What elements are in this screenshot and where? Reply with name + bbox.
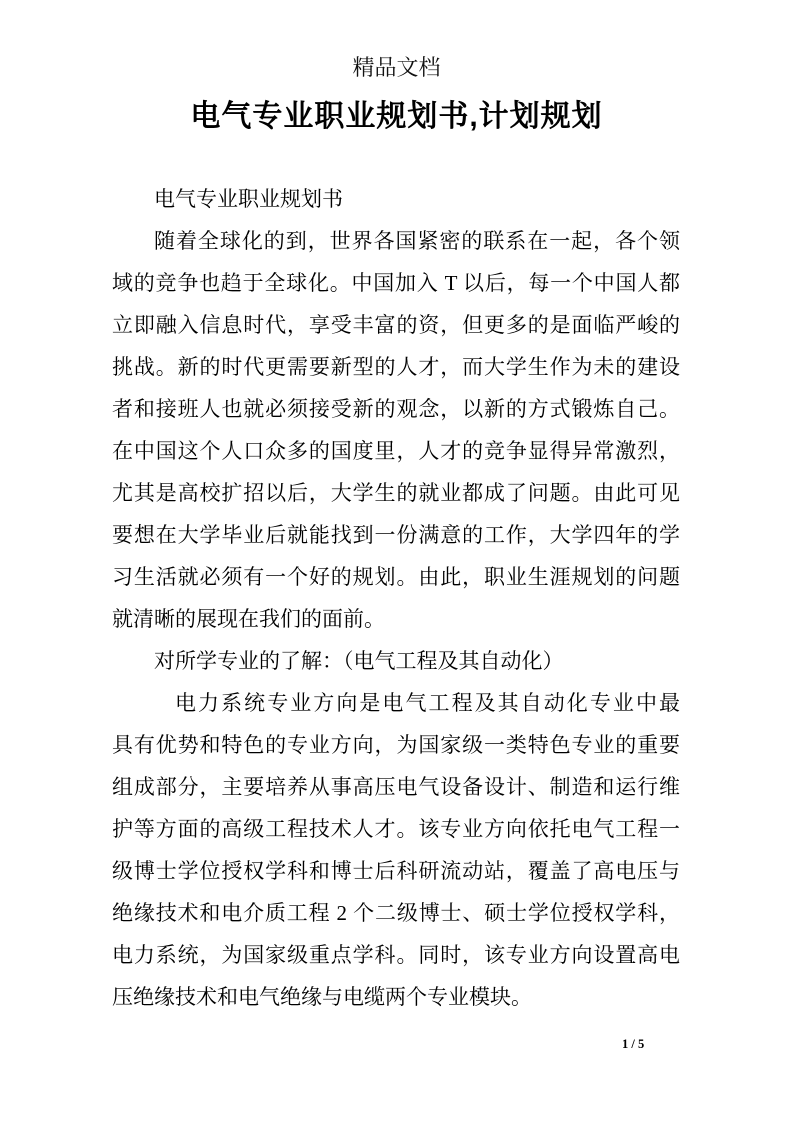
page-header-text: 精品文档	[352, 55, 441, 80]
text-line: 电气专业职业规划书	[154, 187, 343, 211]
document-title: 电气专业职业规划书,计划规划	[190, 100, 603, 133]
paragraph	[112, 178, 680, 220]
paragraph	[112, 682, 680, 1018]
text-line: 尤其是高校扩招以后，大学生的就业都成了问题。由此可见	[112, 481, 680, 505]
text-line: 在中国这个人口众多的国度里，人才的竞争显得异常激烈，	[112, 439, 680, 463]
page-number: 1 / 5	[622, 1037, 645, 1051]
text-line: 电力系统，为国家级重点学科。同时，该专业方向设置高电	[112, 943, 680, 967]
text-line: 挑战。新的时代更需要新型的人才，而大学生作为未的建设	[112, 355, 680, 379]
text-line: 压绝缘技术和电气绝缘与电缆两个专业模块。	[112, 985, 532, 1009]
document-body	[112, 178, 680, 1018]
text-line: 域的竞争也趋于全球化。中国加入 T 以后，每一个中国人都	[112, 271, 680, 295]
text-line: 具有优势和特色的专业方向，为国家级一类特色专业的重要	[112, 733, 680, 757]
text-line: 绝缘技术和电介质工程 2 个二级博士、硕士学位授权学科，	[112, 901, 680, 925]
paragraph	[112, 640, 680, 682]
text-line: 习生活就必须有一个好的规划。由此，职业生涯规划的问题	[112, 565, 680, 589]
text-line: 级博士学位授权学科和博士后科研流动站，覆盖了高电压与	[112, 859, 680, 883]
text-line: 立即融入信息时代，享受丰富的资，但更多的是面临严峻的	[112, 313, 680, 337]
text-line: 随着全球化的到，世界各国紧密的联系在一起，各个领	[154, 229, 680, 253]
text-line: 者和接班人也就必须接受新的观念，以新的方式锻炼自己。	[112, 397, 680, 421]
paragraph	[112, 220, 680, 640]
text-line: 要想在大学毕业后就能找到一份满意的工作，大学四年的学	[112, 523, 680, 547]
text-line: 就清晰的展现在我们的面前。	[112, 607, 385, 631]
text-line: 电力系统专业方向是电气工程及其自动化专业中最	[175, 691, 680, 715]
text-line: 组成部分，主要培养从事高压电气设备设计、制造和运行维	[112, 775, 680, 799]
text-line: 护等方面的高级工程技术人才。该专业方向依托电气工程一	[112, 817, 680, 841]
text-line: 对所学专业的了解：（电气工程及其自动化）	[154, 649, 564, 673]
